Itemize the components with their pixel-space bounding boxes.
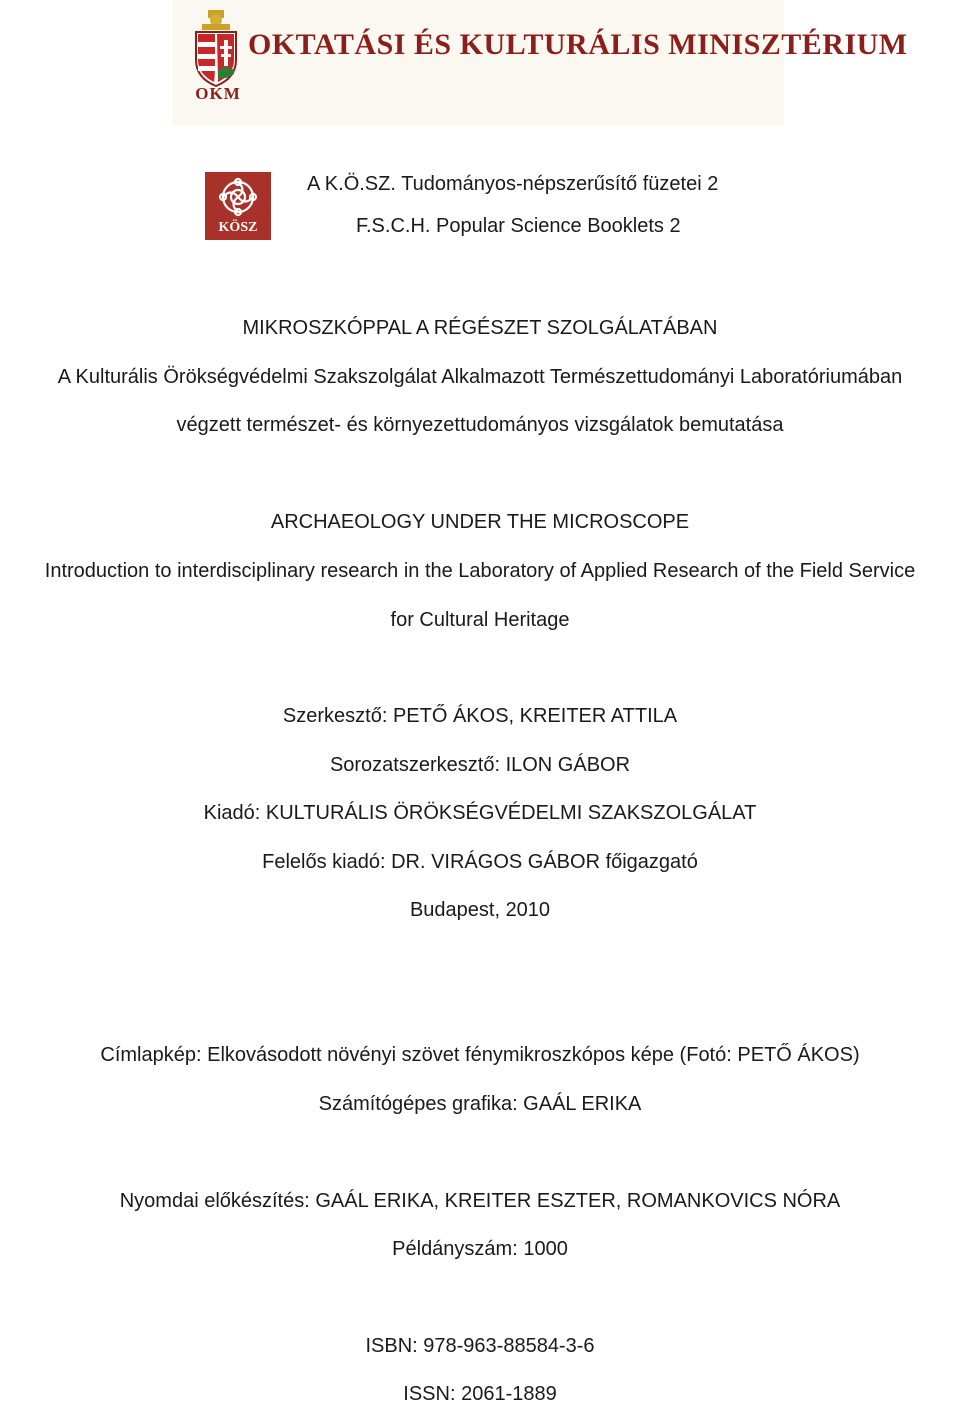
place-year: Budapest, 2010 (409, 899, 551, 921)
title-en-main: ARCHAEOLOGY UNDER THE MICROSCOPE (270, 511, 690, 533)
title-hu-subtitle-1: A Kulturális Örökségvédelmi Szakszolgálat Alkalmazott Természettudományi Laboratóriumában (57, 366, 903, 388)
publisher-credit: Kiadó: KULTURÁLIS ÖRÖKSÉGVÉDELMI SZAKSZOLGÁLAT (203, 802, 757, 824)
cover-image-credit: Címlapkép: Elkovásodott növényi szövet fénymikroszkópos képe (Fotó: PETŐ ÁKOS) (100, 1044, 860, 1066)
kosz-logo (205, 172, 271, 240)
series-title-en: F.S.C.H. Popular Science Booklets 2 (356, 215, 681, 237)
coat-of-arms-icon (190, 8, 242, 90)
ministry-abbreviation: OKM (195, 84, 241, 103)
editor-credit: Szerkesztő: PETŐ ÁKOS, KREITER ATTILA (282, 705, 678, 727)
title-en-subtitle-2: for Cultural Heritage (390, 609, 570, 631)
series-editor-credit: Sorozatszerkesztő: ILON GÁBOR (329, 754, 631, 776)
graphics-credit: Számítógépes grafika: GAÁL ERIKA (318, 1093, 642, 1115)
title-hu-main: MIKROSZKÓPPAL A RÉGÉSZET SZOLGÁLATÁBAN (242, 317, 718, 339)
responsible-publisher-credit: Felelős kiadó: DR. VIRÁGOS GÁBOR főigazgató (262, 851, 698, 873)
kosz-logo-text: KÖSZ (218, 220, 258, 235)
title-en-subtitle-1: Introduction to interdisciplinary research in the Laboratory of Applied Research of the Field Service (44, 560, 916, 582)
prepress-credit: Nyomdai előkészítés: GAÁL ERIKA, KREITER ESZTER, ROMANKOVICS NÓRA (119, 1190, 841, 1212)
isbn: ISBN: 978-963-88584-3-6 (365, 1335, 595, 1357)
issn: ISSN: 2061-1889 (403, 1383, 557, 1405)
ministry-banner (172, 0, 908, 125)
series-title-hu: A K.Ö.SZ. Tudományos-népszerűsítő füzetei 2 (307, 173, 719, 195)
print-run: Példányszám: 1000 (392, 1238, 568, 1260)
title-hu-subtitle-2: végzett természet- és környezettudományos vizsgálatok bemutatása (176, 414, 784, 436)
ministry-name: OKTATÁSI ÉS KULTURÁLIS MINISZTÉRIUM (248, 28, 908, 61)
